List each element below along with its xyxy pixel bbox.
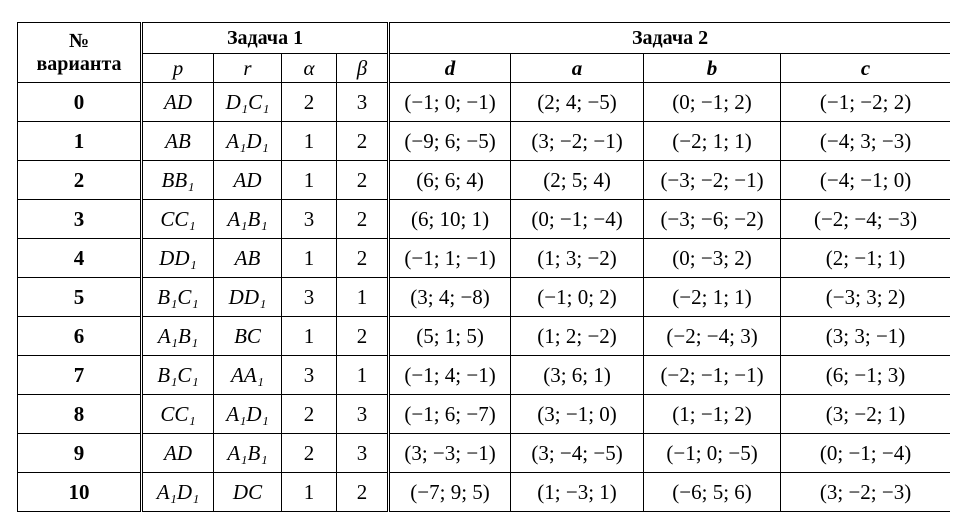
b-cell: (−2; −4; 3) <box>644 317 781 356</box>
r-cell: AD <box>214 161 282 200</box>
p-cell: DD₁ <box>142 239 214 278</box>
beta-cell: 3 <box>337 434 389 473</box>
a-cell: (3; −2; −1) <box>511 122 644 161</box>
r-cell: D₁C₁ <box>214 83 282 122</box>
alpha-cell: 1 <box>282 317 337 356</box>
d-cell: (5; 1; 5) <box>389 317 511 356</box>
r-cell: AB <box>214 239 282 278</box>
table-row <box>18 317 951 356</box>
p-cell: CC₁ <box>142 395 214 434</box>
r-cell: DD₁ <box>214 278 282 317</box>
table-row <box>18 434 951 473</box>
variant-number-cell: 4 <box>18 239 142 278</box>
a-cell: (3; 6; 1) <box>511 356 644 395</box>
variant-number-header-line2: варианта <box>36 52 122 75</box>
d-cell: (−1; 4; −1) <box>389 356 511 395</box>
r-cell: A₁B₁ <box>214 434 282 473</box>
variants-table <box>17 22 950 512</box>
c-cell: (−4; −1; 0) <box>781 161 950 200</box>
variant-number-header-line1: № <box>68 29 90 52</box>
b-cell: (−2; −1; −1) <box>644 356 781 395</box>
p-cell: AD <box>142 83 214 122</box>
table-row <box>18 395 951 434</box>
a-cell: (0; −1; −4) <box>511 200 644 239</box>
a-cell: (2; 4; −5) <box>511 83 644 122</box>
r-cell: A₁D₁ <box>214 122 282 161</box>
variant-number-cell: 6 <box>18 317 142 356</box>
a-cell: (1; 2; −2) <box>511 317 644 356</box>
alpha-cell: 1 <box>282 122 337 161</box>
alpha-cell: 3 <box>282 200 337 239</box>
variants-table-container <box>17 22 950 529</box>
col-header-b: b <box>644 54 781 83</box>
a-cell: (−1; 0; 2) <box>511 278 644 317</box>
a-cell: (1; −3; 1) <box>511 473 644 512</box>
c-cell: (3; 3; −1) <box>781 317 950 356</box>
b-cell: (0; −3; 2) <box>644 239 781 278</box>
r-cell: AA₁ <box>214 356 282 395</box>
r-cell: A₁D₁ <box>214 395 282 434</box>
p-cell: A₁B₁ <box>142 317 214 356</box>
variant-number-cell: 10 <box>18 473 142 512</box>
beta-cell: 3 <box>337 83 389 122</box>
col-header-p: p <box>142 54 214 83</box>
variant-number-cell: 0 <box>18 83 142 122</box>
b-cell: (−3; −6; −2) <box>644 200 781 239</box>
table-row <box>18 278 951 317</box>
alpha-cell: 2 <box>282 83 337 122</box>
d-cell: (−1; 1; −1) <box>389 239 511 278</box>
d-cell: (6; 6; 4) <box>389 161 511 200</box>
beta-cell: 2 <box>337 161 389 200</box>
p-cell: CC₁ <box>142 200 214 239</box>
beta-cell: 2 <box>337 122 389 161</box>
c-cell: (0; −1; −4) <box>781 434 950 473</box>
table-row <box>18 161 951 200</box>
d-cell: (6; 10; 1) <box>389 200 511 239</box>
alpha-cell: 1 <box>282 239 337 278</box>
p-cell: BB₁ <box>142 161 214 200</box>
beta-cell: 2 <box>337 239 389 278</box>
d-cell: (−1; 6; −7) <box>389 395 511 434</box>
r-cell: A₁B₁ <box>214 200 282 239</box>
c-cell: (3; −2; 1) <box>781 395 950 434</box>
col-header-r: r <box>214 54 282 83</box>
a-cell: (1; 3; −2) <box>511 239 644 278</box>
alpha-cell: 2 <box>282 395 337 434</box>
table-body <box>18 83 951 512</box>
alpha-cell: 2 <box>282 434 337 473</box>
beta-cell: 1 <box>337 356 389 395</box>
beta-cell: 1 <box>337 278 389 317</box>
beta-cell: 2 <box>337 317 389 356</box>
b-cell: (−2; 1; 1) <box>644 278 781 317</box>
c-cell: (3; −2; −3) <box>781 473 950 512</box>
variant-number-cell: 9 <box>18 434 142 473</box>
r-cell: DC <box>214 473 282 512</box>
p-cell: B₁C₁ <box>142 278 214 317</box>
variant-number-cell: 5 <box>18 278 142 317</box>
c-cell: (2; −1; 1) <box>781 239 950 278</box>
col-header-a: a <box>511 54 644 83</box>
variant-number-cell: 1 <box>18 122 142 161</box>
variant-number-cell: 8 <box>18 395 142 434</box>
c-cell: (−4; 3; −3) <box>781 122 950 161</box>
table-row <box>18 473 951 512</box>
table-row <box>18 239 951 278</box>
table-row <box>18 122 951 161</box>
p-cell: AB <box>142 122 214 161</box>
d-cell: (−1; 0; −1) <box>389 83 511 122</box>
alpha-cell: 3 <box>282 356 337 395</box>
beta-cell: 2 <box>337 200 389 239</box>
b-cell: (1; −1; 2) <box>644 395 781 434</box>
d-cell: (−7; 9; 5) <box>389 473 511 512</box>
alpha-cell: 1 <box>282 161 337 200</box>
p-cell: B₁C₁ <box>142 356 214 395</box>
table-row <box>18 356 951 395</box>
c-cell: (−1; −2; 2) <box>781 83 950 122</box>
variant-number-cell: 2 <box>18 161 142 200</box>
col-header-alpha: α <box>282 54 337 83</box>
b-cell: (−2; 1; 1) <box>644 122 781 161</box>
b-cell: (−3; −2; −1) <box>644 161 781 200</box>
beta-cell: 2 <box>337 473 389 512</box>
d-cell: (3; −3; −1) <box>389 434 511 473</box>
col-header-c: c <box>781 54 950 83</box>
p-cell: A₁D₁ <box>142 473 214 512</box>
variant-number-cell: 3 <box>18 200 142 239</box>
col-header-beta: β <box>337 54 389 83</box>
c-cell: (6; −1; 3) <box>781 356 950 395</box>
alpha-cell: 1 <box>282 473 337 512</box>
variant-number-cell: 7 <box>18 356 142 395</box>
alpha-cell: 3 <box>282 278 337 317</box>
d-cell: (3; 4; −8) <box>389 278 511 317</box>
beta-cell: 3 <box>337 395 389 434</box>
col-header-d: d <box>389 54 511 83</box>
a-cell: (2; 5; 4) <box>511 161 644 200</box>
c-cell: (−2; −4; −3) <box>781 200 950 239</box>
r-cell: BC <box>214 317 282 356</box>
b-cell: (0; −1; 2) <box>644 83 781 122</box>
task2-header: Задача 2 <box>389 23 950 54</box>
d-cell: (−9; 6; −5) <box>389 122 511 161</box>
p-cell: AD <box>142 434 214 473</box>
table-row <box>18 83 951 122</box>
task1-header: Задача 1 <box>142 23 389 54</box>
variant-number-header <box>18 23 142 83</box>
a-cell: (3; −4; −5) <box>511 434 644 473</box>
c-cell: (−3; 3; 2) <box>781 278 950 317</box>
table-row <box>18 200 951 239</box>
b-cell: (−6; 5; 6) <box>644 473 781 512</box>
a-cell: (3; −1; 0) <box>511 395 644 434</box>
b-cell: (−1; 0; −5) <box>644 434 781 473</box>
